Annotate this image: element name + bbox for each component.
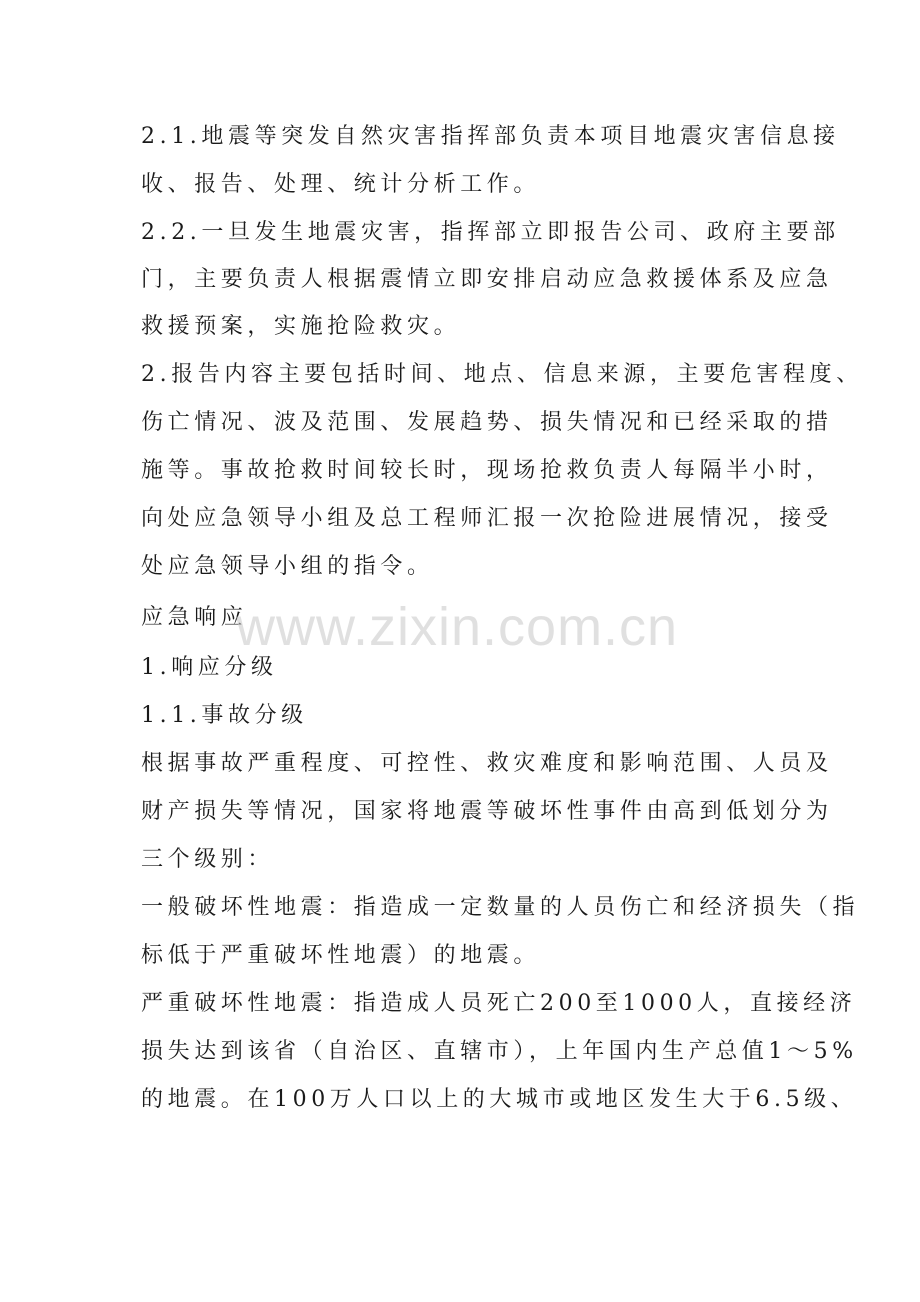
text-line: 伤亡情况、波及范围、发展趋势、损失情况和已经采取的措 (141, 410, 833, 435)
text-line: 严重破坏性地震：指造成人员死亡200至1000人，直接经济 (141, 991, 857, 1016)
text-line: 2.2.一旦发生地震灾害，指挥部立即报告公司、政府主要部 (141, 220, 840, 245)
text-line: 施等。事故抢救时间较长时，现场抢救负责人每隔半小时， (141, 458, 833, 483)
text-line: 收、报告、处理、统计分析工作。 (141, 172, 541, 197)
text-line: 救援预案，实施抢险救灾。 (141, 314, 461, 339)
text-line: 标低于严重破坏性地震）的地震。 (141, 943, 541, 968)
subsection-heading: 1.响应分级 (141, 655, 278, 680)
watermark-text: www.zixin.com.cn (236, 597, 679, 657)
text-line: 财产损失等情况，国家将地震等破坏性事件由高到低划分为 (141, 799, 833, 824)
text-line: 的地震。在100万人口以上的大城市或地区发生大于6.5级、 (141, 1087, 858, 1112)
subsection-heading: 1.1.事故分级 (141, 703, 308, 728)
section-heading: 应急响应 (141, 605, 248, 630)
text-line: 三个级别： (141, 847, 275, 872)
text-line: 处应急领导小组的指令。 (141, 554, 434, 579)
text-line: 2.报告内容主要包括时间、地点、信息来源，主要危害程度、 (141, 362, 863, 387)
text-line: 根据事故严重程度、可控性、救灾难度和影响范围、人员及 (141, 751, 833, 776)
text-line: 门，主要负责人根据震情立即安排启动应急救援体系及应急 (141, 267, 833, 292)
text-line: 一般破坏性地震：指造成一定数量的人员伤亡和经济损失（指 (141, 895, 860, 920)
text-line: 2.1.地震等突发自然灾害指挥部负责本项目地震灾害信息接 (141, 124, 840, 149)
text-line: 损失达到该省（自治区、直辖市），上年国内生产总值1～5% (141, 1039, 858, 1064)
text-line: 向处应急领导小组及总工程师汇报一次抢险进展情况，接受 (141, 506, 833, 531)
